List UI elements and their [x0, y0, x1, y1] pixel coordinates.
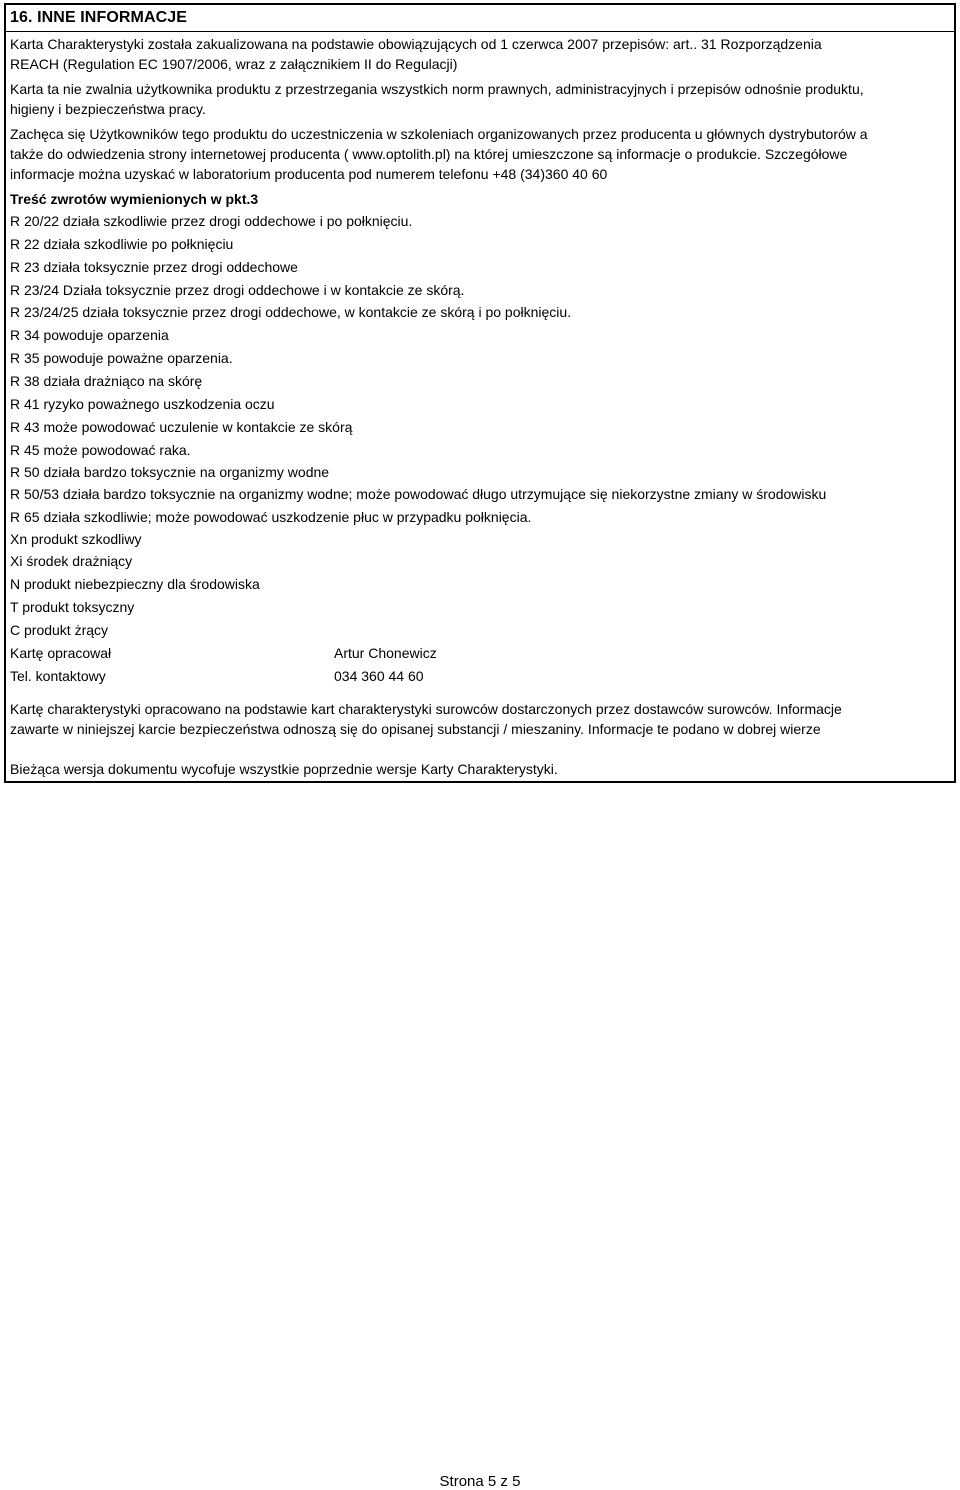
r-phrase-item: R 65 działa szkodliwie; może powodować uszkodzenie płuc w przypadku połknięcia. [10, 509, 532, 525]
title-divider [6, 31, 954, 32]
r-phrase-item: R 35 powoduje poważne oparzenia. [10, 350, 233, 366]
r-phrase-item: R 23/24 Działa toksycznie przez drogi oddechowe i w kontakcie ze skórą. [10, 282, 465, 298]
paragraph-update-info [10, 34, 952, 74]
prepared-by-value: Artur Chonewicz [334, 645, 437, 661]
r-phrase-item: R 23/24/25 działa toksycznie przez drogi oddechowe, w kontakcie ze skórą i po połknięciu. [10, 304, 572, 320]
paragraph-line: Kartę charakterystyki opracowano na podstawie kart charakterystyki surowców dostarczonych przez dostawców surowców. Informacje [10, 701, 842, 717]
paragraph-line: informacje można uzyskać w laboratorium producenta pod numerem telefonu +48 (34)360 40 60 [10, 166, 608, 182]
paragraph-source-info [10, 699, 952, 739]
r-phrases-heading: Treść zwrotów wymienionych w pkt.3 [10, 191, 259, 207]
contact-phone-value: 034 360 44 60 [334, 668, 424, 684]
r-phrase-item: R 41 ryzyko poważnego uszkodzenia oczu [10, 396, 275, 412]
contact-phone-label: Tel. kontaktowy [10, 668, 106, 684]
section-16-frame [4, 3, 956, 783]
paragraph-line: higieny i bezpieczeństwa pracy. [10, 101, 206, 117]
r-phrase-item: R 50/53 działa bardzo toksycznie na organizmy wodne; może powodować długo utrzymujące się niekorzystne zmiany w środowisku [10, 486, 827, 502]
r-phrase-item: R 34 powoduje oparzenia [10, 327, 169, 343]
paragraph-legal-notice [10, 79, 952, 119]
page-number: Strona 5 z 5 [439, 1473, 521, 1490]
r-phrase-item: R 43 może powodować uczulenie w kontakcie ze skórą [10, 419, 353, 435]
paragraph-line: Zachęca się Użytkowników tego produktu do uczestniczenia w szkoleniach organizowanych przez producenta u głównych dystrybutorów a [10, 126, 868, 142]
paragraph-training-info [10, 124, 952, 184]
paragraph-line: także do odwiedzenia strony internetowej producenta ( www.optolith.pl) na której umieszczone są informacje o produkcie. Szczegółowe [10, 146, 848, 162]
section-title: 16. INNE INFORMACJE [10, 9, 188, 26]
hazard-symbol-item: N produkt niebezpieczny dla środowiska [10, 576, 260, 592]
paragraph-line: Karta ta nie zwalnia użytkownika produktu z przestrzegania wszystkich norm prawnych, administracyjnych i przepisów odnośnie produktu, [10, 81, 864, 97]
r-phrase-item: R 38 działa drażniąco na skórę [10, 373, 203, 389]
r-phrase-item: R 23 działa toksycznie przez drogi oddechowe [10, 259, 298, 275]
paragraph-version-note [10, 759, 952, 779]
paragraph-line: REACH (Regulation EC 1907/2006, wraz z załącznikiem II do Regulacji) [10, 56, 458, 72]
hazard-symbol-item: Xi środek drażniący [10, 553, 133, 569]
r-phrase-item: R 22 działa szkodliwie po połknięciu [10, 236, 234, 252]
hazard-symbol-item: C produkt żrący [10, 622, 109, 638]
hazard-symbol-item: Xn produkt szkodliwy [10, 531, 142, 547]
r-phrase-item: R 50 działa bardzo toksycznie na organizmy wodne [10, 464, 330, 480]
prepared-by-label: Kartę opracował [10, 645, 112, 661]
hazard-symbol-item: T produkt toksyczny [10, 599, 135, 615]
paragraph-line: Bieżąca wersja dokumentu wycofuje wszystkie poprzednie wersje Karty Charakterystyki. [10, 761, 558, 777]
paragraph-line: Karta Charakterystyki została zakualizowana na podstawie obowiązujących od 1 czerwca 2007 przepisów: art.. 31 Rozporządzenia [10, 36, 822, 52]
paragraph-line: zawarte w niniejszej karcie bezpieczeństwa odnoszą się do opisanej substancji / mieszaniny. Informacje te podano w dobrej wierze [10, 721, 821, 737]
r-phrase-item: R 45 może powodować raka. [10, 442, 191, 458]
r-phrase-item: R 20/22 działa szkodliwie przez drogi oddechowe i po połknięciu. [10, 213, 413, 229]
